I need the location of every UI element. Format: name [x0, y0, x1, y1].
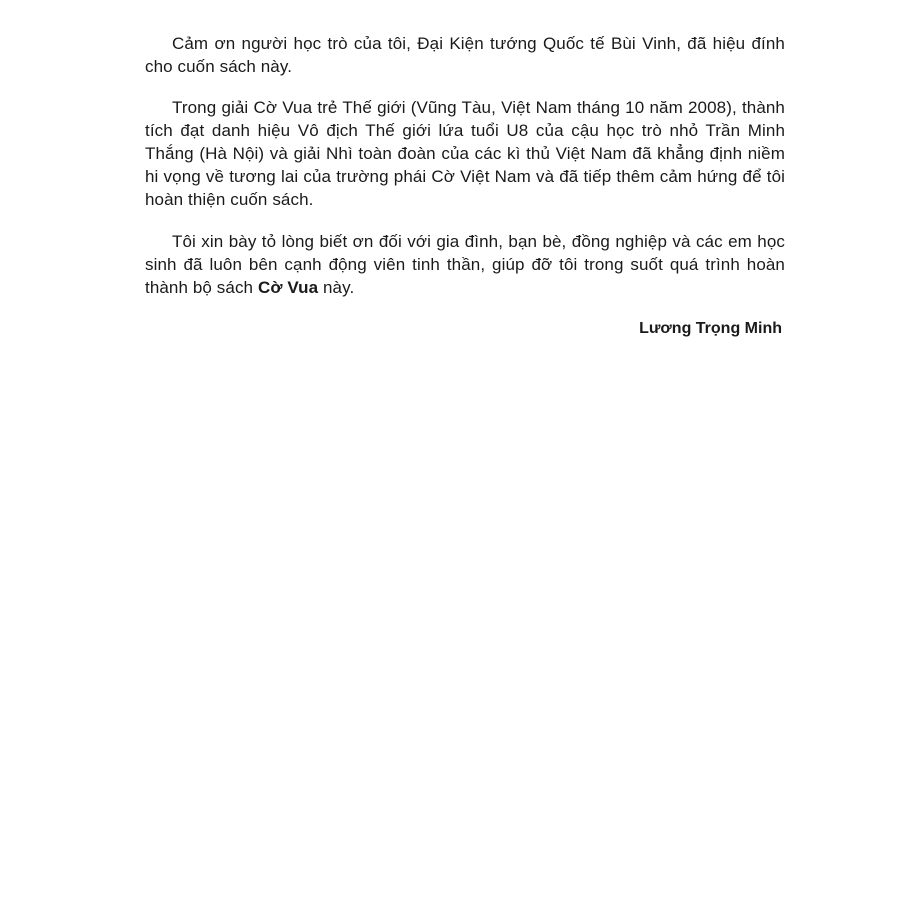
paragraph-3-end: này.	[318, 278, 355, 297]
paragraph-3-text: Tôi xin bày tỏ lòng biết ơn đối với gia đình, bạn bè, đồng nghiệp và các em học sinh đã luôn bên cạnh động viên tinh thần, giúp đỡ tôi trong suốt quá trình hoàn thành bộ sách	[145, 232, 785, 297]
book-title: Cờ Vua	[257, 278, 319, 297]
paragraph-2: Trong giải Cờ Vua trẻ Thế giới (Vũng Tàu, Việt Nam tháng 10 năm 2008), thành tích đạt danh hiệu Vô địch Thế giới lứa tuổi U8 của cậu học trò nhỏ Trần Minh Thắng (Hà Nội) và giải Nhì toàn đoàn của các kì thủ Việt Nam đã khẳng định niềm hi vọng về tương lai của trường phái Cờ Việt Nam và đã tiếp thêm cảm hứng để tôi hoàn thiện cuốn sách.	[145, 98, 785, 209]
paragraph-1: Cảm ơn người học trò của tôi, Đại Kiện tướng Quốc tế Bùi Vinh, đã hiệu đính cho cuốn sách này.	[145, 34, 785, 76]
author-signature: Lương Trọng Minh	[639, 320, 782, 337]
paragraph-3	[145, 230, 785, 299]
